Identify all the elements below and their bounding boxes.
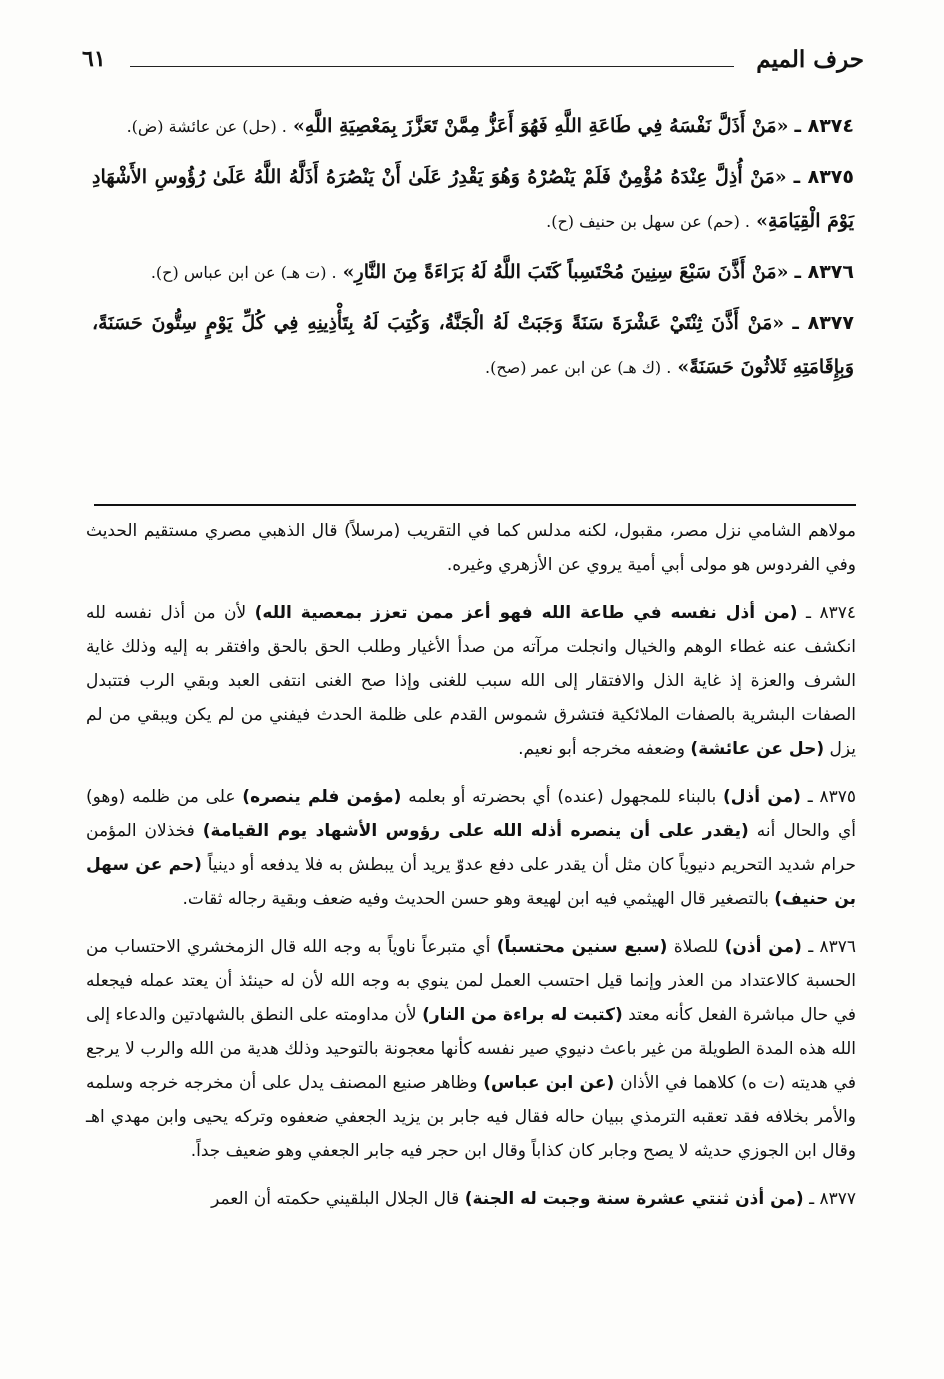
source-reference: (حم عن سهل بن حنيف): [86, 855, 856, 909]
commentary-text: للصلاة: [667, 937, 725, 957]
commentary-text: على من ظلمه (وهو) أي والحال أنه: [86, 787, 856, 841]
quoted-matn: (مؤمن فلم ينصره): [242, 787, 402, 807]
hadith-number: ٨٣٧٥ ـ: [793, 166, 854, 188]
hadith-source: . (ت هـ) عن ابن عباس (ح).: [150, 263, 337, 282]
quoted-matn: (سبع سنين محتسباً): [496, 937, 668, 957]
hadith-source: . (حل) عن عائشة (ض).: [126, 117, 287, 136]
hadith-number: ٨٣٧٦ ـ: [794, 261, 854, 283]
quoted-matn: (من أذن): [724, 937, 802, 957]
hadith-text: «مَنْ أَذَّنَ ثِنْتَيْ عَشْرَةَ سَنَةً وَجَبَتْ لَهُ الْجَنَّةُ، وَكُتِبَ لَهُ بِتَأْذِينِهِ فِي كُلِّ يَوْمٍ سِتُّونَ حَسَنَةً، وَبِإِقَامَتِهِ ثَلاثُونَ حَسَنَةً»: [92, 312, 854, 378]
commentary-text: وظاهر صنيع المصنف يدل على أن مخرجه خرجه وسلمه والأمر بخلافه فقد تعقبه الترمذي ببيان حاله فقال فيه جابر بن يزيد الجعفي ضعفوه وتركه يحيى وابن مهدي اهـ وقال ابن الجوزي حديثه لا يصح وجابر كان كذاباً وقال ابن حجر فيه جابر الجعفي وهو ضعيف جداً.: [86, 1073, 856, 1161]
source-reference: (عن ابن عباس): [483, 1073, 615, 1093]
quoted-matn: (يقدر على أن ينصره أذله الله على رؤوس الأشهاد يوم القيامة): [202, 821, 749, 841]
entry-number: ٨٣٧٥ ـ: [807, 787, 856, 807]
hadith-text: «مَنْ أَذَّنَ سَبْعَ سِنِينَ مُحْتَسِباً كَتَبَ اللَّهُ لَهُ بَرَاءَةً مِنَ النَّارِ»: [342, 261, 789, 283]
entry-number: ٨٣٧٦ ـ: [808, 937, 856, 957]
footnote-separator: [94, 504, 856, 506]
commentary-intro: مولاهم الشامي نزل مصر، مقبول، لكنه مدلس كما في التقريب (مرسلاً) قال الذهبي مصري مستقيم الحديث وفي الفردوس هو مولى أبي أمية يروي عن الأزهري وغيره.: [86, 521, 856, 575]
quoted-matn: (من أذن ثنتي عشرة سنة وجبت له الجنة): [464, 1189, 804, 1209]
commentary-text: بالتصغير قال الهيثمي فيه ابن لهيعة وهو حسن الحديث وفيه ضعف وبقية رجاله ثقات.: [182, 889, 775, 909]
quoted-matn: (كتبت له براءة من النار): [422, 1005, 623, 1025]
hadith-section: [92, 104, 854, 396]
header-rule: [130, 66, 734, 67]
source-reference: (حل عن عائشة): [690, 739, 825, 759]
running-header: [82, 44, 864, 84]
commentary-8374: [86, 596, 856, 766]
entry-number: ٨٣٧٤ ـ: [806, 603, 857, 623]
hadith-8375: [92, 155, 854, 244]
hadith-number: ٨٣٧٤ ـ: [794, 115, 854, 137]
hadith-source: . (ك هـ) عن ابن عمر (صح).: [485, 358, 672, 377]
hadith-number: ٨٣٧٧ ـ: [792, 312, 854, 334]
quoted-matn: (من أذل نفسه في طاعة الله فهو أعز ممن تعزز بمعصية الله): [254, 603, 798, 623]
entry-number: ٨٣٧٧ ـ: [809, 1189, 856, 1209]
commentary-text: فخذلان المؤمن حرام شديد التحريم دنيوياً كان مثل أن يقدر على دفع عدوّ يريد أن يبطش به فلا يدفعه أو دينياً: [86, 821, 857, 875]
hadith-text: «مَنْ أَذَلَّ نَفْسَهُ فِي طَاعَةِ اللَّهِ فَهُوَ أَعَزُّ مِمَّنْ تَعَزَّزَ بِمَعْصِيَةِ اللَّهِ»: [292, 115, 789, 137]
commentary-8377: [86, 1182, 856, 1216]
hadith-text: «مَنْ أُذِلَّ عِنْدَهُ مُؤْمِنٌ فَلَمْ يَنْصُرْهُ وَهُوَ يَقْدِرُ عَلَىٰ أَنْ يَنْصُرَهُ أَذَلَّهُ اللَّهُ عَلَىٰ رُؤُوسِ الأَشْهَادِ يَوْمَ الْقِيَامَةِ»: [92, 166, 854, 232]
hadith-8376: [92, 250, 854, 295]
commentary-text: قال الجلال البلقيني حكمته أن العمر: [211, 1189, 465, 1209]
commentary-section: [86, 514, 856, 1230]
commentary-8375: [86, 780, 856, 916]
commentary-text: لأن من أذل نفسه لله انكشف عنه غطاء الوهم والخيال وانجلت مرآته من صدأ الأغيار وطلب الحق بالحق وافتقر به إليه وذلك غاية الشرف والعزة إذ غاية الذل والافتقار إلى الله سبب للغنى وإذا صح الغنى انتفى العبد وبقي الرب فتتبدل الصفات البشرية بالصفات الملائكية فتشرق شموس القدم على ظلمة الحدث فيفني من لم يكن ويبقي من لم يزل: [86, 603, 856, 759]
commentary-text: لأن مداومته على النطق بالشهادتين والدعاء إلى الله هذه المدة الطويلة من غير باعث دنيوي صير نفسه كأنها معجونة بالتوحيد وذلك هدية من الله والرب لا يرجع في هديته (ت ه) كلاهما في الأذان: [86, 1005, 856, 1093]
chapter-title: حرف الميم: [756, 46, 864, 73]
commentary-text: أي متبرعاً ناوياً به وجه الله قال الزمخشري الاحتساب من الحسبة كالاعتداد من العذر وإنما قيل احتسب العمل لمن ينوي به وجه الله لأن له حينئذ أن يعتد عمله فيجعله في حال مباشرة الفعل كأنه معتد: [86, 937, 857, 1025]
page-number: ٦١: [82, 46, 106, 72]
commentary-8376: [86, 930, 856, 1168]
hadith-source: . (حم) عن سهل بن حنيف (ح).: [546, 212, 751, 231]
commentary-text: وضعفه مخرجه أبو نعيم.: [518, 739, 691, 759]
hadith-8374: [92, 104, 854, 149]
commentary-text: بالبناء للمجهول (عنده) أي بحضرته أو بعلمه: [401, 787, 724, 807]
quoted-matn: (من أذل): [723, 787, 801, 807]
hadith-8377: [92, 301, 854, 390]
